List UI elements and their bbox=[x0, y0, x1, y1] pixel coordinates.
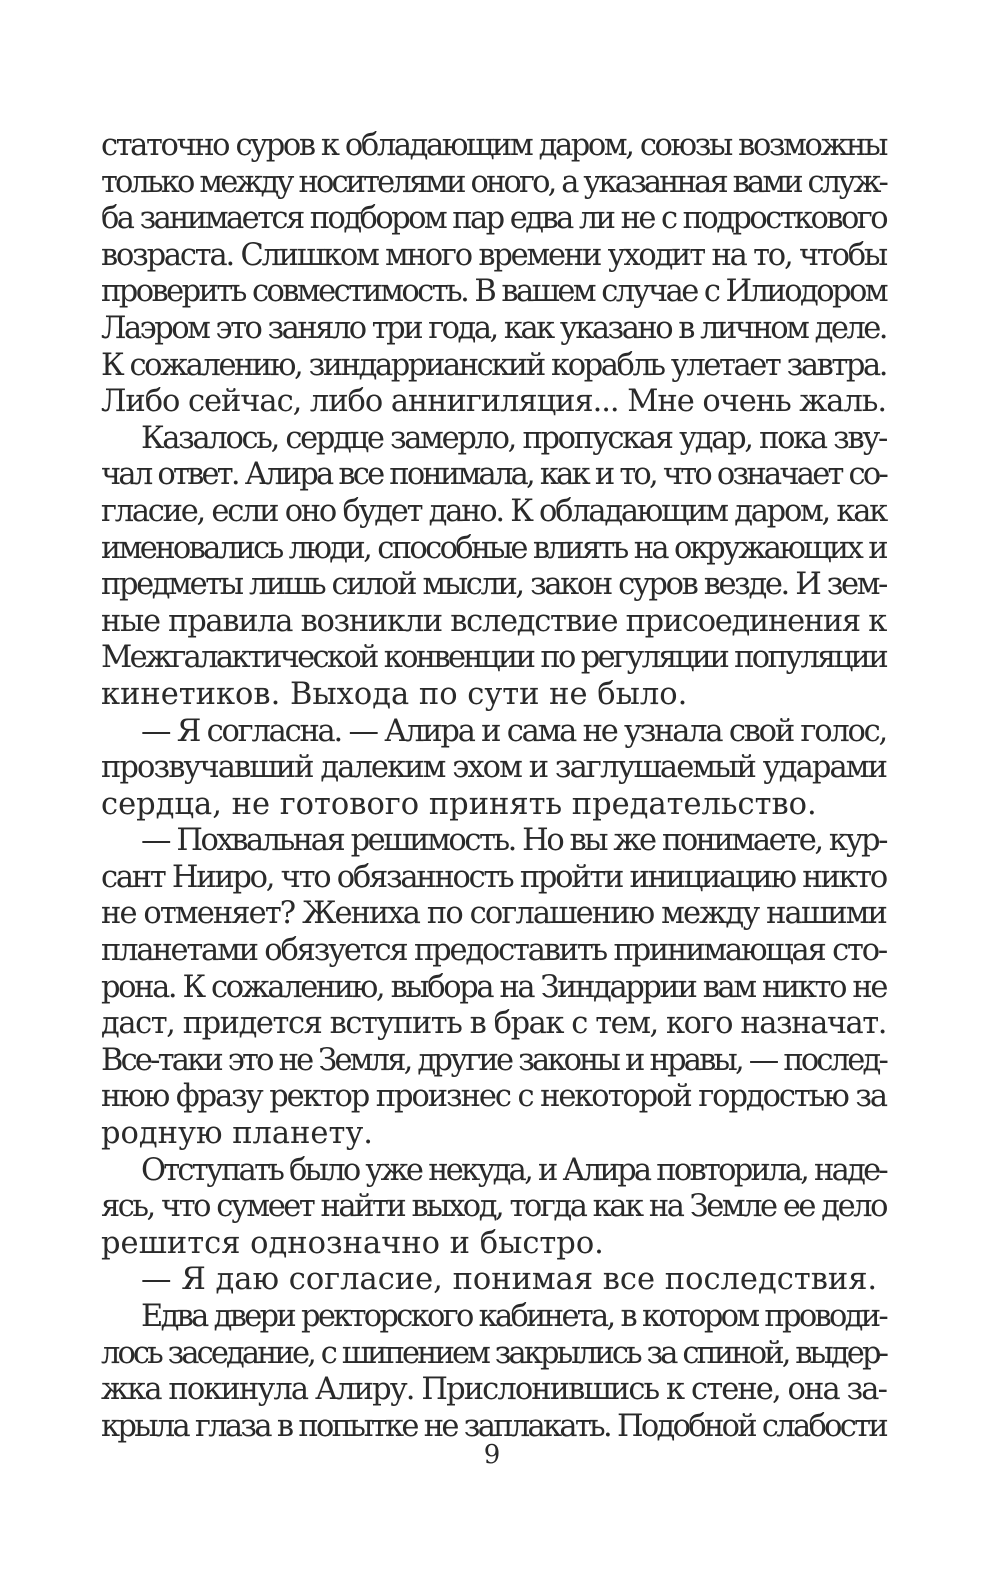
text-line: нюю фразу ректор произнес с некоторой гордостью за bbox=[101, 1079, 886, 1115]
text-line: ясь, что сумеет найти выход, тогда как на Земле ее дело bbox=[101, 1189, 887, 1225]
text-line: сердца, не готового принять предательство. bbox=[101, 786, 817, 822]
text-line: гласие, если оно будет дано. К обладающим даром, как bbox=[101, 493, 886, 529]
text-line: — Похвальная решимость. Но вы же понимаете, кур- bbox=[141, 823, 886, 859]
text-line: Лаэром это заняло три года, как указано в личном деле. bbox=[101, 310, 886, 346]
text-line: даст, придется вступить в брак с тем, кого назначат. bbox=[101, 1006, 886, 1042]
text-line: статочно суров к обладающим даром, союзы возможны bbox=[101, 128, 886, 163]
text-line: — Я даю согласие, понимая все последствия. bbox=[141, 1262, 878, 1298]
text-line: прозвучавший далеким эхом и заглушаемый ударами bbox=[101, 750, 886, 786]
text-line: только между носителями оного, а указанная вами служ- bbox=[101, 164, 887, 200]
text-line: сант Нииро, что обязанность пройти инициацию никто bbox=[101, 859, 886, 895]
text-line: не отменяет? Жениха по соглашению между нашими bbox=[101, 896, 886, 932]
text-line: Едва двери ректорского кабинета, в котором проводи- bbox=[141, 1299, 886, 1334]
text-line: ба занимается подбором пар едва ли не с подросткового bbox=[101, 201, 886, 237]
text-line: рона. К сожалению, выбора на Зиндаррии вам никто не bbox=[101, 969, 886, 1005]
text-line: Казалось, сердце замерло, пропуская удар, пока зву- bbox=[141, 420, 886, 456]
text-line: К сожалению, зиндаррианский корабль улетает завтра. bbox=[101, 347, 886, 383]
body-text bbox=[101, 128, 886, 1445]
text-line: Межгалактической конвенции по регуляции популяции bbox=[101, 640, 886, 676]
text-line: ные правила возникли вследствие присоединения к bbox=[101, 603, 886, 639]
text-line: лось заседание, с шипением закрылись за спиной, выдер- bbox=[101, 1335, 886, 1371]
text-line: предметы лишь силой мысли, закон суров везде. И зем- bbox=[101, 567, 886, 603]
text-line: родную планету. bbox=[101, 1116, 373, 1152]
text-line: кинетиков. Выхода по сути не было. bbox=[101, 676, 688, 712]
text-line: планетами обязуется предоставить принимающая сто- bbox=[101, 933, 887, 969]
text-line: проверить совместимость. В вашем случае с Илиодором bbox=[101, 274, 886, 310]
text-line: Отступать было уже некуда, и Алира повторила, наде- bbox=[141, 1152, 886, 1188]
text-line: Либо сейчас, либо аннигиляция... Мне очень жаль. bbox=[101, 384, 886, 420]
text-line: чал ответ. Алира все понимала, как и то, что означает со- bbox=[101, 457, 886, 493]
text-line: Все-таки это не Земля, другие законы и нравы, — послед- bbox=[101, 1042, 886, 1078]
text-line: — Я согласна. — Алира и сама не узнала свой голос, bbox=[141, 713, 886, 749]
page-number: 9 bbox=[483, 1440, 501, 1470]
text-line: решится однозначно и быстро. bbox=[101, 1225, 604, 1261]
text-line: именовались люди, способные влиять на окружающих и bbox=[101, 530, 886, 566]
text-line: крыла глаза в попытке не заплакать. Подобной слабости bbox=[101, 1408, 886, 1444]
text-line: жка покинула Алиру. Прислонившись к стене, она за- bbox=[101, 1372, 886, 1408]
text-line: возраста. Слишком много времени уходит на то, чтобы bbox=[101, 237, 886, 273]
